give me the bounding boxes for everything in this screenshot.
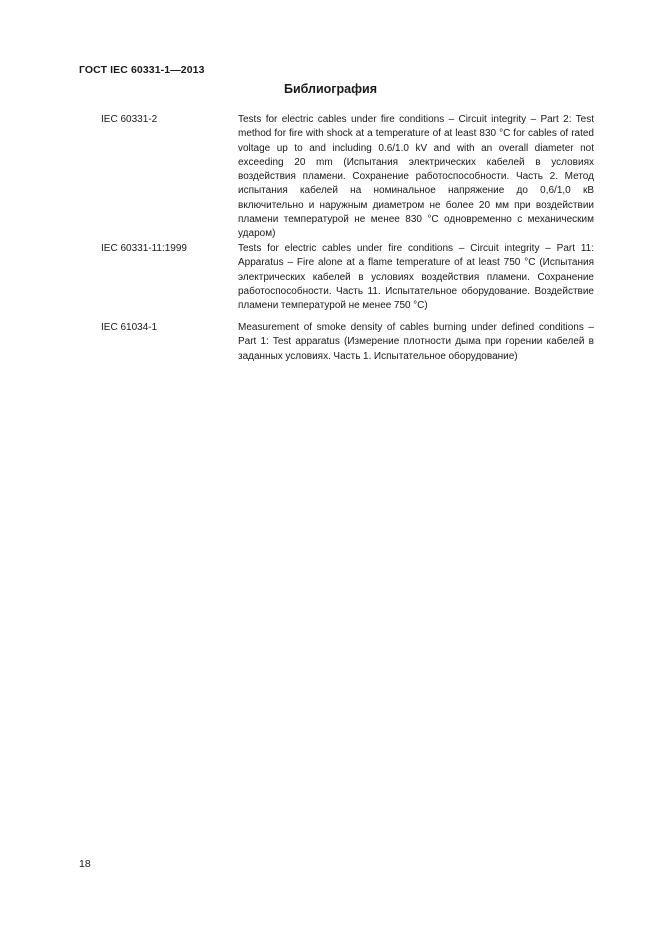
entry-description: Tests for electric cables under fire conditions – Circuit integrity – Part 11: Apparatus – Fire alone at a flame temperature of at least 750 °С (Испытания электрических кабелей в условиях воздействия пламени. Сохранение работоспособности. Часть 11. Испытательное оборудование. Воздействие пламени температурой не менее 750 °С): [238, 243, 594, 312]
document-header: ГОСТ IEC 60331-1—2013: [79, 64, 205, 76]
entry-code: IEC 60331-2: [101, 114, 158, 125]
entry-code: IEC 61034-1: [101, 322, 158, 333]
entry-description: Tests for electric cables under fire conditions – Circuit integrity – Part 2: Test method for fire with shock at a temperature of at least 830 °C for cables of rated voltage up to and including 0.6/1.0 kV and with an overall diameter not exceeding 20 mm (Испытания электрических кабелей в условиях воздействия пламени. Сохранение работоспособности. Часть 2. Метод испытания кабелей на номинальное напряжение до 0,6/1,0 кВ включительно и наружным диаметром не более 20 мм при воздействии пламени температурой не менее 830 °С одновременно с механическим ударом): [238, 114, 594, 240]
entry-code: IEC 60331-11:1999: [101, 243, 187, 254]
page-number: 18: [79, 858, 91, 870]
entry-description: Measurement of smoke density of cables burning under defined conditions – Part 1: Test apparatus (Измерение плотности дыма при горении кабелей в заданных условиях. Часть 1. Испытательное оборудование): [238, 322, 594, 362]
page-title: Библиография: [283, 82, 378, 96]
